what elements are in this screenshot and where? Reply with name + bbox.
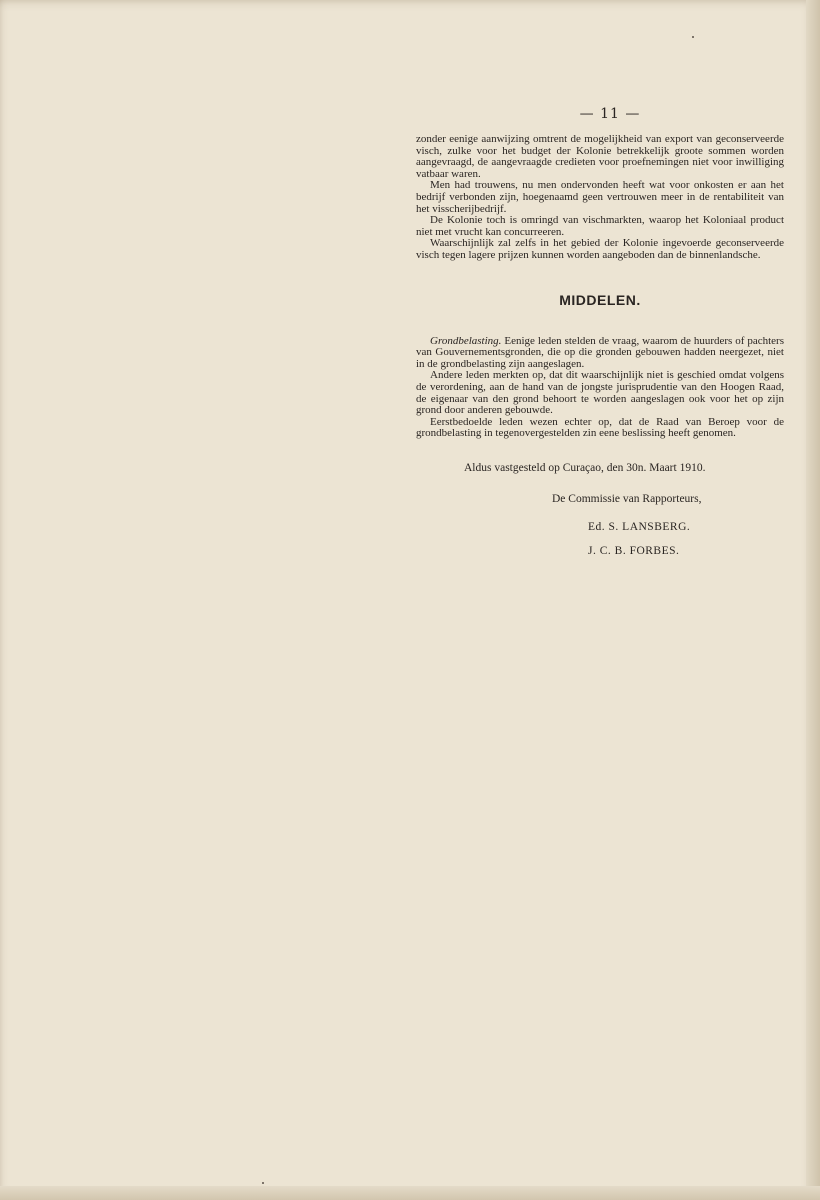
paper-speck <box>262 1182 264 1184</box>
commission-line: De Commissie van Rapporteurs, <box>552 492 702 505</box>
page-number: — 11 — <box>579 106 641 122</box>
page-bottom-edge <box>0 1186 820 1200</box>
paragraph-text: Eenige leden stelden de vraag, waarom de huurders of pachters van Gouvernementsgronden, die op die gronden gebouwen hadden neergezet, niet in de grondbelasting zijn aangeslagen. <box>416 334 784 370</box>
paper-speck <box>692 36 694 38</box>
signature-lansberg <box>416 521 784 533</box>
paragraph: Men had trouwens, nu men ondervonden heeft wat voor onkosten er aan het bedrijf verbonden zijn, hoegenaamd geen vertrouwen meer in de rentabiliteit van het visscherijbedrijf. <box>416 179 784 215</box>
signature-initial: Ed. <box>588 520 606 533</box>
paragraph: zonder eenige aanwijzing omtrent de mogelijkheid van export van geconserveerde visch, zulke voor het budget der Kolonie betrekkelijk groote sommen worden aangevraagd, de aangevraagde credieten voor proefnemingen niet voor inwilliging vatbaar waren. <box>416 133 784 180</box>
signature-forbes: J. C. B. FORBES. <box>588 544 680 557</box>
signature-name: S. LANSBERG. <box>608 520 691 533</box>
paragraph: Waarschijnlijk zal zelfs in het gebied der Kolonie ingevoerde geconserveerde visch tegen lagere prijzen kunnen worden aangeboden dan de binnenlandsche. <box>416 237 784 261</box>
paragraph: De Kolonie toch is omringd van vischmarkten, waarop het Koloniaal product niet met vrucht kan concurreeren. <box>416 214 784 238</box>
runin-title: Grondbelasting. <box>430 334 502 347</box>
paragraph <box>416 336 784 371</box>
page-right-edge <box>806 0 820 1200</box>
paragraph: Eerstbedoelde leden wezen echter op, dat de Raad van Beroep voor de grondbelasting in tegenovergestelden zin eene beslissing heeft genomen. <box>416 415 784 440</box>
text-column <box>416 106 784 557</box>
date-line: Aldus vastgesteld op Curaçao, den 30n. Maart 1910. <box>464 461 706 474</box>
paragraph: Andere leden merkten op, dat dit waarschijnlijk niet is geschied omdat volgens de verordening, aan de hand van de jongste jurisprudentie van den Hoogen Raad, de eigenaar van den grond behoort te worden aangeslagen ook voor het op zijn grond door anderen gebouwde. <box>416 369 784 417</box>
section-heading: MIDDELEN. <box>559 291 641 308</box>
